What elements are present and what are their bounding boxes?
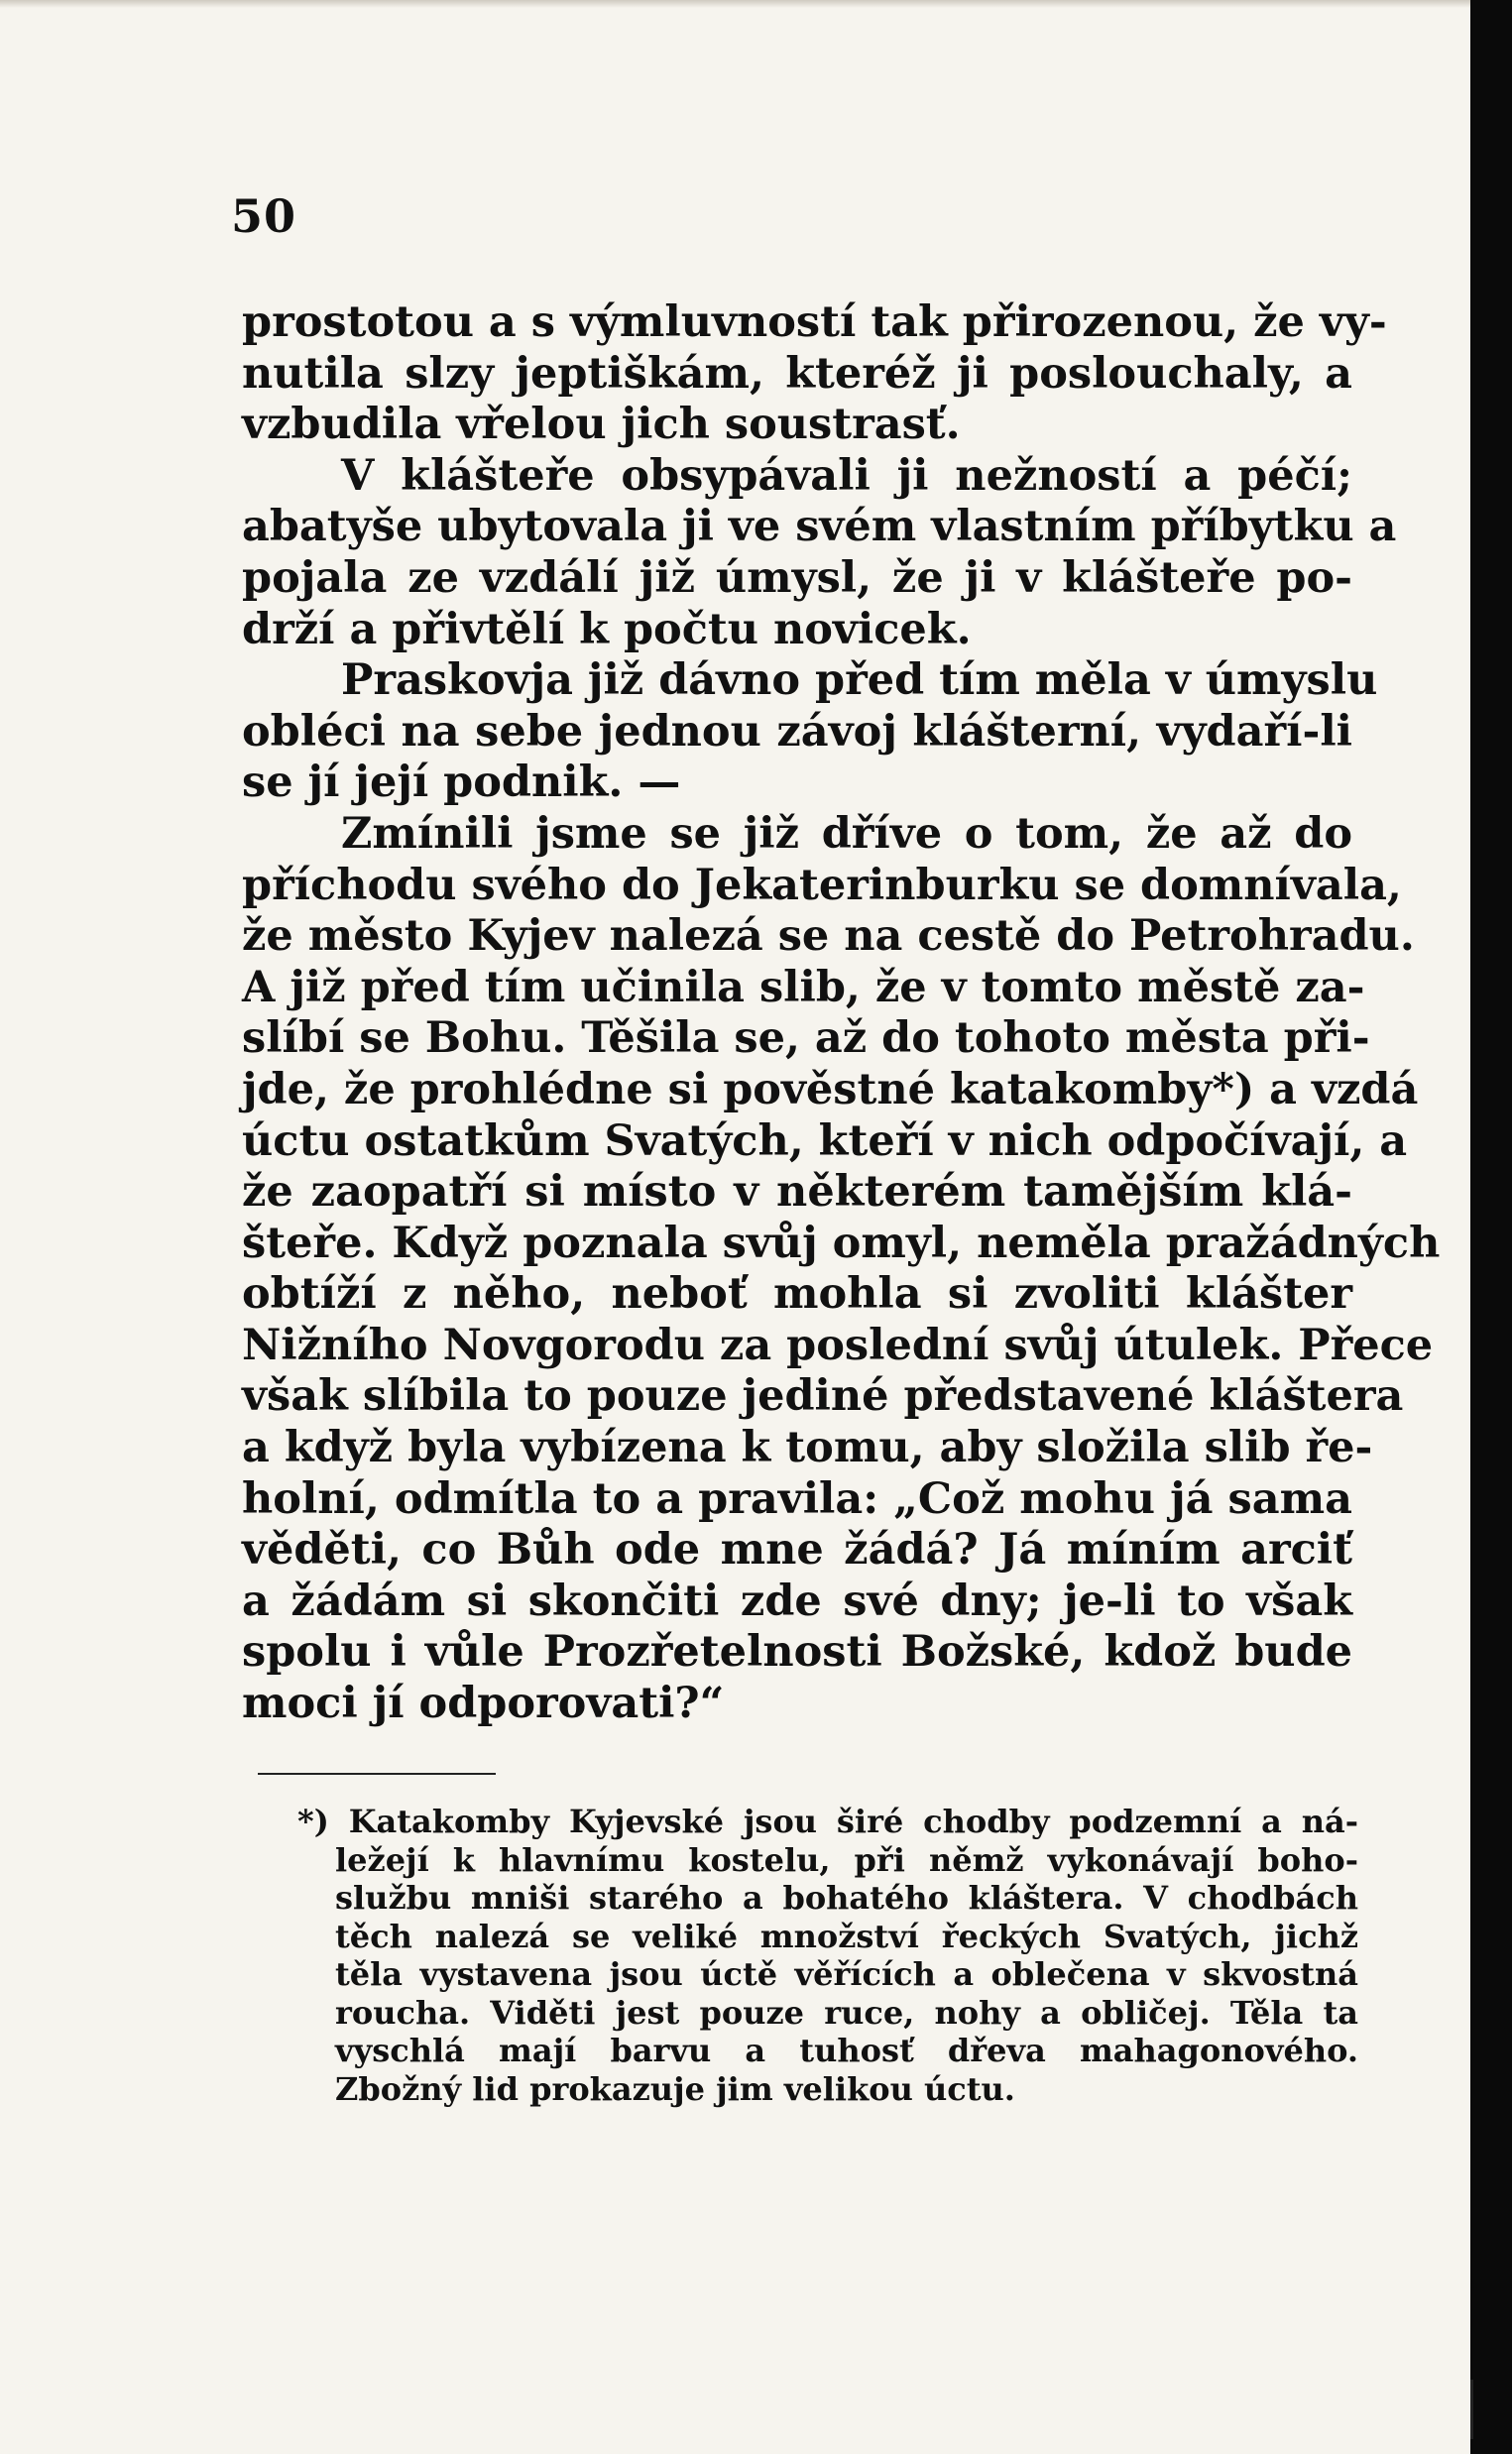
text-line: obtíží z něho, neboť mohla si zvoliti klášter — [242, 1269, 1352, 1320]
text-line: spolu i vůle Prozřetelnosti Božské, kdož bude — [242, 1627, 1352, 1678]
footnote-line: Zbožný lid prokazuje jim velikou úctu. — [335, 2069, 1015, 2108]
page-number: 50 — [231, 189, 297, 243]
text-line: holní, odmítla to a pravila: „Což mohu já sama — [242, 1473, 1352, 1524]
text-line: vzbudila vřelou jich soustrasť. — [242, 400, 961, 450]
text-line: Praskovja již dávno před tím měla v úmyslu — [341, 655, 1378, 706]
text-line: obléci na sebe jednou závoj klášterní, vydaří-li — [242, 706, 1352, 757]
text-line: že zaopatří si místo v některém tamějším klá- — [242, 1167, 1352, 1218]
footnote-line: roucha. Viděti jest pouze ruce, nohy a obličej. Těla ta — [335, 1993, 1358, 2032]
text-line: příchodu svého do Jekaterinburku se domnívala, — [242, 860, 1402, 910]
text-line: slíbí se Bohu. Těšila se, až do tohoto města při- — [242, 1013, 1370, 1064]
footnote-line: službu mniši starého a bohatého kláštera. V chodbách — [335, 1879, 1358, 1917]
footnote-divider — [258, 1773, 496, 1775]
text-line: drží a přivtělí k počtu novicek. — [242, 604, 972, 654]
footnote — [297, 1803, 1358, 2108]
text-line: a žádám si skončiti zde své dny; je-li to však — [242, 1576, 1352, 1626]
text-line: šteře. Když poznala svůj omyl, neměla pražádných — [242, 1218, 1441, 1268]
text-line: A již před tím učinila slib, že v tomto městě za- — [242, 962, 1365, 1012]
text-line: Nižního Novgorodu za poslední svůj útulek. Přece — [242, 1320, 1434, 1370]
text-line: V klášteře obsypávali ji nežností a péčí; — [341, 450, 1352, 501]
scan-speck — [1470, 2380, 1473, 2439]
text-line: a když byla vybízena k tomu, aby složila slib ře- — [242, 1423, 1373, 1473]
footnote-line: těch nalezá se veliké množství řeckých Svatých, jichž — [335, 1917, 1358, 1955]
text-line: úctu ostatkům Svatých, kteří v nich odpočívají, a — [242, 1115, 1408, 1166]
text-line: jde, že prohlédne si pověstné katakomby*) a vzdá — [242, 1064, 1419, 1114]
text-line: moci jí odporovati?“ — [242, 1679, 725, 1729]
text-line: se jí její podnik. — — [242, 758, 681, 808]
footnote-line: vyschlá mají barvu a tuhosť dřeva mahagonového. — [335, 2032, 1358, 2069]
text-line: věděti, co Bůh ode mne žádá? Já míním arciť — [242, 1525, 1352, 1576]
text-line: však slíbila to pouze jediné představené kláštera — [242, 1371, 1404, 1422]
text-line: prostotou a s výmluvností tak přirozenou, že vy- — [242, 297, 1387, 347]
scan-border-right — [1470, 0, 1512, 2454]
footnote-line: ležejí k hlavnímu kostelu, při němž vykonávají boho- — [335, 1840, 1358, 1879]
main-text — [242, 297, 1441, 1730]
footnote-line: těla vystavena jsou úctě věřících a oblečena v skvostná — [335, 1955, 1358, 1993]
text-line: Zmínili jsme se již dříve o tom, že až do — [341, 808, 1352, 859]
page-top-shadow — [0, 0, 1512, 8]
text-line: že město Kyjev nalezá se na cestě do Petrohradu. — [242, 911, 1415, 962]
footnote-line: *) Katakomby Kyjevské jsou širé chodby podzemní a ná- — [297, 1803, 1358, 1840]
text-line: pojala ze vzdálí již úmysl, že ji v klášteře po- — [242, 552, 1352, 603]
text-line: abatyše ubytovala ji ve svém vlastním příbytku a — [242, 502, 1397, 552]
text-line: nutila slzy jeptiškám, kteréž ji poslouchaly, a — [242, 348, 1352, 399]
